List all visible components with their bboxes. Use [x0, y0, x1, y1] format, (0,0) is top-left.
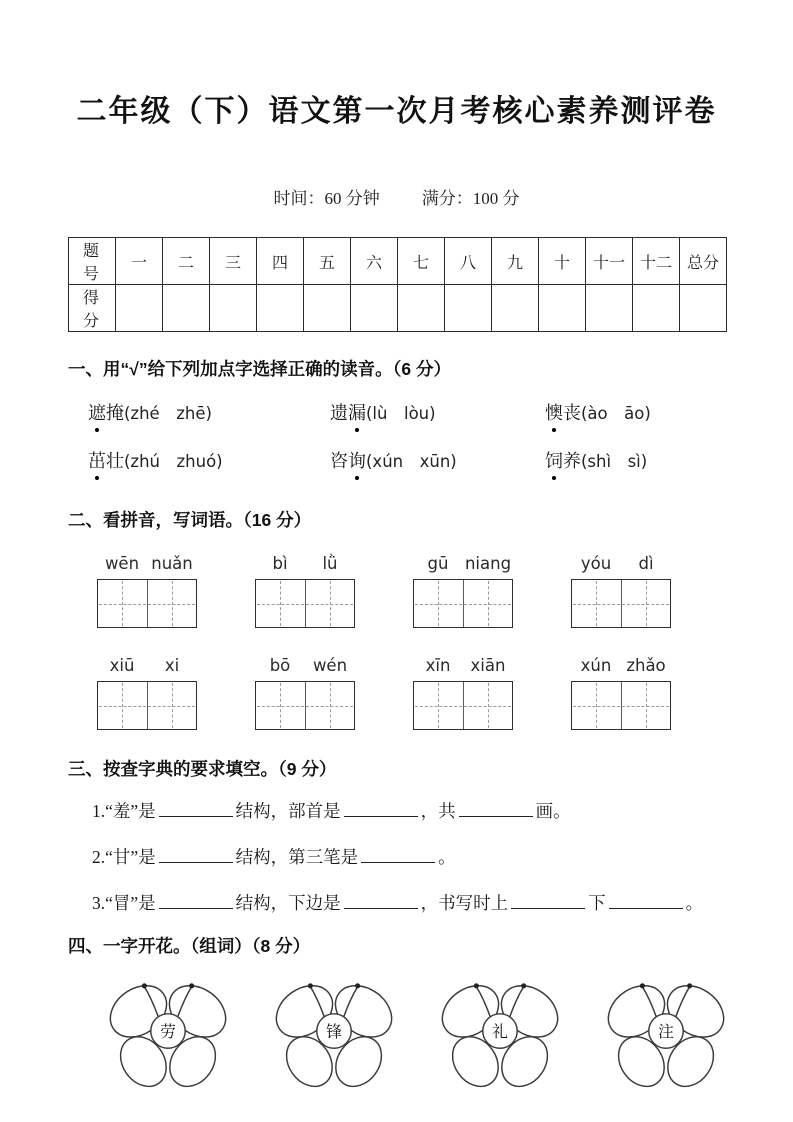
writing-grid-group	[97, 656, 197, 730]
word-flower	[94, 970, 242, 1098]
word-zixun: 咨询	[330, 447, 366, 473]
word-yilou: 遗漏	[330, 399, 366, 425]
table-col: 四	[257, 238, 304, 285]
writing-grid-group	[255, 554, 355, 628]
tianzige-grid	[571, 681, 671, 730]
pinyin-options: (xún xūn)	[366, 452, 457, 471]
section1-heading: 一、用“√”给下列加点字选择正确的读音。（6 分）	[68, 359, 451, 379]
flower-center-char: 礼	[492, 1023, 508, 1041]
tianzige-grid	[571, 579, 671, 628]
writing-grid-row-2	[0, 656, 793, 730]
flower-graphic	[426, 970, 574, 1098]
score-row	[69, 285, 727, 332]
word-zhuozhuang: 茁壮	[88, 447, 124, 473]
writing-grid-group	[97, 554, 197, 628]
page-title: 二年级（下）语文第一次月考核心素养测评卷	[76, 95, 717, 128]
antenna-dot	[189, 983, 194, 988]
pronunciation-item	[330, 399, 545, 425]
tianzige-grid	[97, 579, 197, 628]
score-cell	[257, 285, 304, 332]
table-col: 十一	[586, 238, 633, 285]
grid-cell	[256, 682, 305, 729]
writing-grid-group	[413, 554, 513, 628]
score-cell	[163, 285, 210, 332]
antenna-dot	[521, 983, 526, 988]
blank-line	[159, 846, 233, 864]
flower-graphic	[260, 970, 408, 1098]
tianzige-grid	[255, 579, 355, 628]
writing-grid-group	[571, 554, 671, 628]
score-row-header: 得分	[69, 285, 116, 332]
pinyin-label: yóu dì	[580, 554, 654, 573]
table-col: 三	[210, 238, 257, 285]
grid-cell	[305, 580, 355, 627]
score-cell	[680, 285, 727, 332]
score-cell	[492, 285, 539, 332]
antenna-dot	[474, 983, 479, 988]
pinyin-label: wēn nuǎn	[104, 554, 193, 573]
blank-line	[344, 892, 418, 910]
grid-cell	[621, 682, 671, 729]
pronunciation-row-1	[0, 399, 793, 441]
section4-heading: 四、一字开花。（组词）（8 分）	[68, 936, 311, 956]
section2-heading: 二、看拼音，写词语。（16 分）	[68, 510, 312, 530]
table-col: 八	[445, 238, 492, 285]
word-flower	[592, 970, 740, 1098]
antenna-dot	[640, 983, 645, 988]
question-number-row	[69, 238, 727, 285]
grid-cell	[256, 580, 305, 627]
grid-cell	[572, 682, 621, 729]
score-table	[68, 237, 727, 332]
pinyin-label: bì lǜ	[272, 554, 338, 573]
score-cell	[539, 285, 586, 332]
pronunciation-row-2	[0, 447, 793, 489]
antenna-dot	[308, 983, 313, 988]
blank-line	[159, 800, 233, 818]
grid-cell	[621, 580, 671, 627]
pinyin-label: xiū xi	[109, 656, 180, 675]
pinyin-label: xīn xiān	[425, 656, 506, 675]
grid-cell	[147, 682, 197, 729]
dictionary-question-2: 2.“甘”是 结构，第三笔是 。	[92, 847, 456, 867]
writing-grid-group	[571, 656, 671, 730]
blank-line	[511, 892, 585, 910]
flower-center-char: 劳	[160, 1023, 176, 1041]
grid-cell	[98, 682, 147, 729]
writing-grid-group	[413, 656, 513, 730]
table-col: 五	[304, 238, 351, 285]
dictionary-question-1: 1.“羞”是 结构，部首是 ，共 画。	[92, 801, 571, 821]
score-cell	[116, 285, 163, 332]
tianzige-grid	[255, 681, 355, 730]
antenna-dot	[687, 983, 692, 988]
antenna-dot	[142, 983, 147, 988]
pinyin-label: gū niang	[427, 554, 512, 573]
blank-line	[344, 800, 418, 818]
word-siyang: 饲养	[545, 447, 581, 473]
pinyin-label: xún zhǎo	[580, 656, 666, 675]
score-cell	[445, 285, 492, 332]
writing-grid-group	[255, 656, 355, 730]
tianzige-grid	[97, 681, 197, 730]
flower-center-char: 注	[658, 1023, 674, 1041]
flower-graphic	[94, 970, 242, 1098]
table-col-total: 总分	[680, 238, 727, 285]
score-cell	[586, 285, 633, 332]
pinyin-options: (zhé zhē)	[124, 404, 212, 423]
pinyin-options: (zhú zhuó)	[124, 452, 223, 471]
flower-center-char: 锋	[326, 1023, 342, 1041]
writing-grid-row-1	[0, 554, 793, 628]
grid-cell	[147, 580, 197, 627]
score-cell	[351, 285, 398, 332]
flower-graphic	[592, 970, 740, 1098]
word-zheyan: 遮掩	[88, 399, 124, 425]
blank-line	[361, 846, 435, 864]
full-score-label: 满分：100 分	[421, 189, 520, 208]
exam-info	[0, 184, 793, 209]
pinyin-options: (ào āo)	[581, 404, 651, 423]
score-cell	[398, 285, 445, 332]
grid-cell	[463, 682, 513, 729]
section3-heading: 三、按查字典的要求填空。（9 分）	[68, 759, 337, 779]
tianzige-grid	[413, 681, 513, 730]
table-col: 二	[163, 238, 210, 285]
pinyin-label: bō wén	[269, 656, 348, 675]
grid-cell	[572, 580, 621, 627]
table-col: 九	[492, 238, 539, 285]
flower-row	[0, 970, 793, 1098]
antenna-dot	[355, 983, 360, 988]
question-number-header: 题号	[69, 238, 116, 285]
table-col: 十	[539, 238, 586, 285]
table-col: 七	[398, 238, 445, 285]
blank-line	[459, 800, 533, 818]
score-cell	[210, 285, 257, 332]
pinyin-options: (lù lòu)	[366, 404, 436, 423]
table-col: 六	[351, 238, 398, 285]
grid-cell	[463, 580, 513, 627]
blank-line	[609, 892, 683, 910]
grid-cell	[414, 682, 463, 729]
pronunciation-item	[545, 399, 651, 425]
word-flower	[426, 970, 574, 1098]
pronunciation-item	[545, 447, 647, 473]
score-cell	[304, 285, 351, 332]
table-col: 一	[116, 238, 163, 285]
score-cell	[633, 285, 680, 332]
grid-cell	[414, 580, 463, 627]
pronunciation-item	[88, 447, 330, 473]
tianzige-grid	[413, 579, 513, 628]
grid-cell	[98, 580, 147, 627]
word-flower	[260, 970, 408, 1098]
blank-line	[159, 892, 233, 910]
word-aosang: 懊丧	[545, 399, 581, 425]
grid-cell	[305, 682, 355, 729]
time-limit-label: 时间：60 分钟	[273, 189, 380, 208]
table-col: 十二	[633, 238, 680, 285]
dictionary-question-3: 3.“冒”是 结构，下边是 ，书写时上 下 。	[92, 893, 704, 913]
pinyin-options: (shì sì)	[581, 452, 648, 471]
pronunciation-item	[330, 447, 545, 473]
pronunciation-item	[88, 399, 330, 425]
